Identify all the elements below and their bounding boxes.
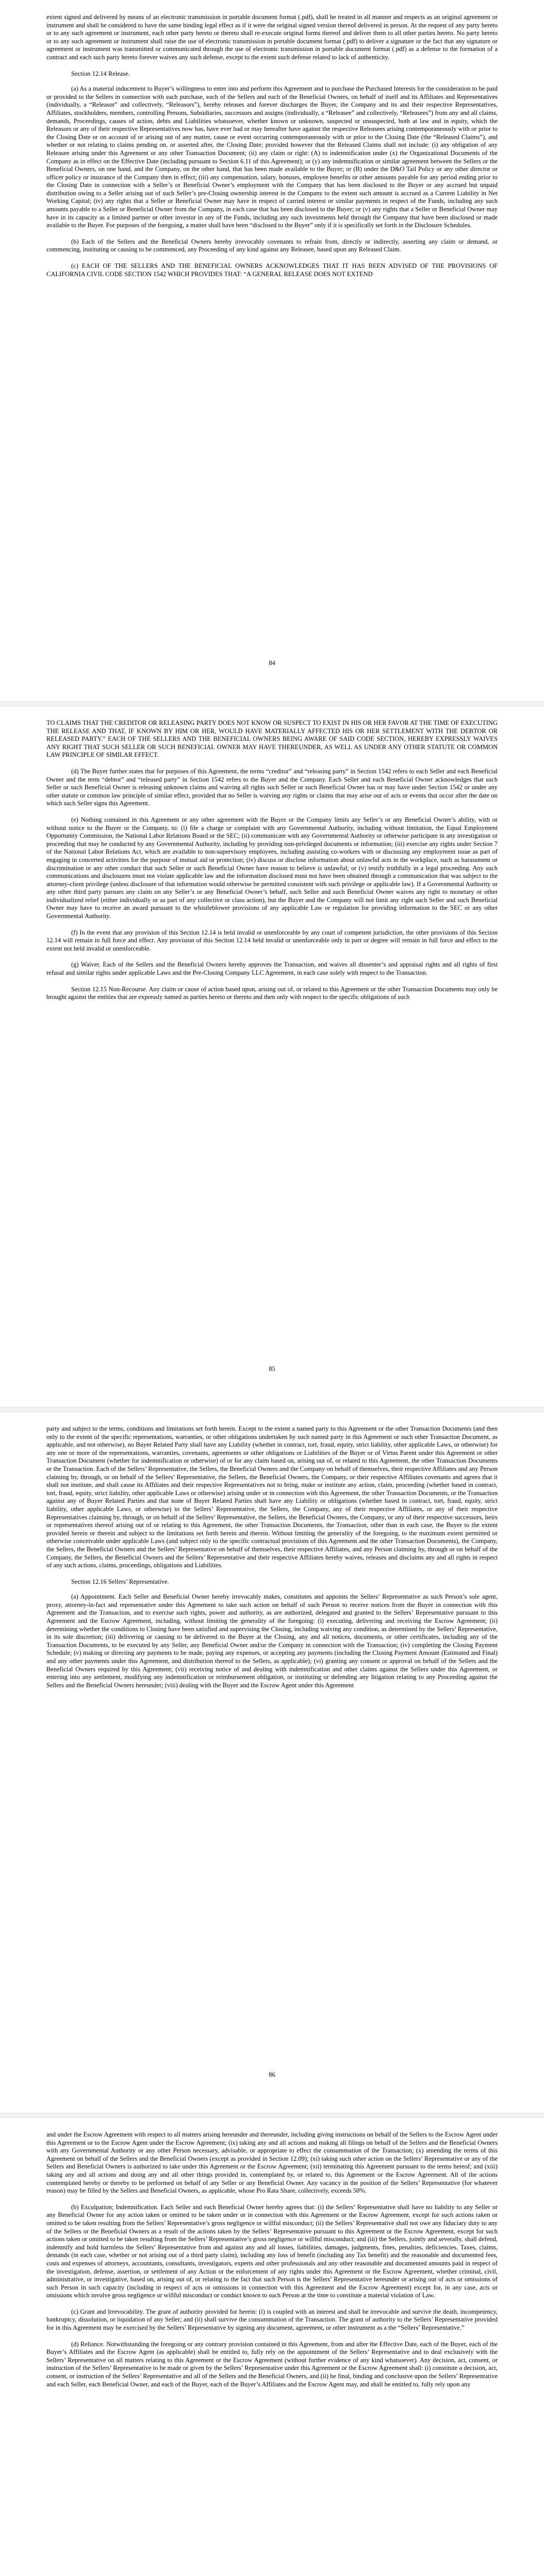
paragraph: party and subject to the terms, conditions and limitations set forth herein. Except to the extent a named party to this Agreement or the other Transaction Documents (and then only to the extent of the specific representations, warranties, or other obligations undertaken by such named party in this Agreement or such other Transaction Document, as applicable, and not otherwise), no Buyer Related Party shall have any Liability (whether in contract, tort, fraud, equity, strict liability, other applicable Laws, or otherwise) for any one or more of the representations, warranties, covenants, agreements or other obligations or Liabilities of the Buyer or of Virtus Parent under this Agreement or other Transaction Document (whether for indemnification or otherwise) of or for any claim based on, arising out of, or related to this Agreement, the other Transaction Documents or the Transaction. Each of the Sellers’ Representative, the Sellers, the Beneficial Owners and the Company on behalf of themselves, their respective Affiliates and any Person claiming by, through, or on behalf of the Sellers’ Representative, the Sellers, the Beneficial Owners, the Company, or their respective Affiliates covenants and agrees that it shall not institute, and shall cause its Affiliates and their respective Representatives not to bring, make or institute any action, claim, proceeding (whether based in contract, tort, fraud, equity, strict liability, other applicable Laws or otherwise) arising under or in connection with this Agreement, the other Transaction Documents, or the Transaction against any of Buyer Related Parties and that none of Buyer Related Parties shall have any Liability or obligations (whether based in contract, tort, fraud, equity, strict liability, other applicable Laws, or otherwise) to the Sellers’ Representative, the Sellers, the Company, any of their respective Affiliates, or any of their respective Representatives claiming by, through, or on behalf of the Sellers’ Representative, the Sellers, the Beneficial Owners, the Company, or any of their respective successors, heirs or representatives thereof arising out of or relating to this Agreement, the other Transaction Documents, the Transaction, other than in each case, the Buyer to the extent provided herein or therein and subject to the limitations set forth herein and therein. Without limiting the generality of the foregoing, to the maximum extent permitted or otherwise conceivable under applicable Laws (and subject only to the specific contractual provisions of this Agreement and the other Transaction Documents), the Company, the Sellers, the Beneficial Owners and the Sellers’ Representative on behalf of themselves, their respective Affiliates, and any Person claiming by, through or on behalf of the Company, the Sellers, the Beneficial Owners and the Sellers’ Representative and their respective Affiliates hereby waives, releases and disclaims any and all rights in respect of any such actions, claims, proceedings, obligations and Liabilities.	[46, 1425, 498, 1569]
paragraph: (b) Exculpation; Indemnification. Each Seller and each Beneficial Owner hereby agrees that: (i) the Sellers’ Representative shall have no liability to any Seller or any Beneficial Owner for any action taken or omitted to be taken under or in connection with this Agreement or the Escrow Agreement, except for such actions taken or omitted to be taken resulting from the Sellers’ Representative’s gross negligence or willful misconduct; (ii) the Sellers’ Representative shall not owe any fiduciary duty to any of the Sellers or the Beneficial Owners as a result of the actions taken by the Sellers’ Representative pursuant to this Agreement or the Escrow Agreement, except for such actions taken or omitted to be taken resulting from the Sellers’ Representative’s gross negligence or willful misconduct; and (iii) the Sellers, jointly and severally, shall defend, indemnify and hold harmless the Sellers’ Representative from and against any and all losses, liabilities, damages, judgments, fines, penalties, deficiencies, Taxes, claims, demands (in each case, whether or not arising out of a third party claim), including any loss of benefit (including any Tax benefit) and the reasonable and documented fees, costs and expenses of attorneys, accountants, consultants, investigators, experts and other professionals and any other reasonable and documented amounts paid in respect of the investigation, defense, assertion, or settlement of any Action or the enforcement of any rights under this Agreement or the Escrow Agreement, whether criminal, civil, administrative, or investigative, based on, arising out of, or relating to the fact that such Person is the Sellers’ Representative hereunder or arising out of acts or omissions of such Person in such capacity (including in respect of acts or omissions in connection with this Agreement and the Escrow Agreement) except for, in any case, acts or omissions which involve gross negligence or willful misconduct or conduct known to such Person at the time to constitute a material violation of Law.	[46, 2203, 498, 2299]
paragraph: (c) Grant and Irrevocability. The grant of authority provided for herein: (i) is coupled with an interest and shall be irrevocable and survive the death, incompetency, bankruptcy, dissolution, or liquidation of any Seller; and (ii) shall survive the consummation of the Transaction. The grant of authority to the Sellers’ Representative provided for in this Agreement may be exercised by the Sellers’ Representative by signing any document, agreement, or other instrument as a the “Sellers’ Representative.”	[46, 2308, 498, 2332]
page-86-body	[46, 1425, 498, 1698]
page-87-body	[46, 2131, 498, 2397]
paragraph: (b) Each of the Sellers and the Beneficial Owners hereby irrevocably covenants to refrain from, directly or indirectly, asserting any claim or demand, or commencing, instituting or causing to be commenced, any Proceeding of any kind against any Releasee, based upon any Released Claim.	[46, 238, 498, 253]
page-85	[0, 706, 544, 1409]
page-84	[0, 0, 544, 703]
section-paragraph: Section 12.15 Non-Recourse. Any claim or cause of action based upon, arising out of, or related to this Agreement or the other Transaction Documents may only be brought against the entities that are expressly named as parties hereto or thereto and then only with respect to the specific obligations of such	[46, 985, 498, 1001]
paragraph: extent signed and delivered by means of an electronic transmission in portable document format (.pdf), shall be treated in all manner and respects as an original agreement or instrument and shall be considered to have the same binding legal effect as if it were the original signed version thereof delivered in person. At the request of any party hereto or to any such agreement or instrument, each other party hereto or thereto shall re-execute original forms thereof and deliver them to all other parties hereto. No party hereto or to any such agreement or instrument shall raise the use of electronic transmission in portable document format (.pdf) to deliver a signature or the fact that any signature or agreement or instrument was transmitted or communicated through the use of electronic transmission in portable document format (.pdf) as a defense to the formation of a contract and each such party hereto forever waives any such defense, except to the extent such defense related to lack of authenticity.	[46, 13, 498, 61]
paragraph: (c) EACH OF THE SELLERS AND THE BENEFICIAL OWNERS ACKNOWLEDGES THAT IT HAS BEEN ADVISED OF THE PROVISIONS OF CALIFORNIA CIVIL CODE SECTION 1542 WHICH PROVIDES THAT: “A GENERAL RELEASE DOES NOT EXTEND	[46, 262, 498, 278]
paragraph: (e) Nothing contained in this Agreement or any other agreement with the Buyer or the Company limits any Seller’s or any Beneficial Owner’s ability, with or without notice to the Buyer or the Company, to: (i) file a charge or complaint with any Governmental Authority, including without limitation, the Equal Employment Opportunity Commission, the National Labor Relations Board or the SEC; (ii) communicate with any Governmental Authority or otherwise participate in any investigation or proceeding that may be conducted by any Governmental Authority, including by providing non-privileged documents or information; (iii) exercise any rights under Section 7 of the National Labor Relations Act, which are available to non-supervisory employees, including assisting co-workers with or discussing any employment issue as part of engaging in concerted activities for the purpose of mutual aid or protection; (iv) discuss or disclose information about unlawful acts in the workplace, such as harassment or discrimination or any other conduct that such Seller or such Beneficial Owner have reason to believe is unlawful; or (v) testify truthfully in a legal proceeding. Any such communications and disclosures must not violate applicable law and the information disclosed must not have been obtained through a communication that was subject to the attorney-client privilege (unless disclosure of that information would otherwise be permitted consistent with such privilege or applicable law). If a Governmental Authority or any other third party pursues any claim on any Seller’s or any Beneficial Owner’s behalf, such Seller and such Beneficial Owner waives any right to monetary or other individualized relief (either individually or as part of any collective or class action), but the Buyer and the Company will not limit any right such Seller and such Beneficial Owner may have to receive an award pursuant to the whistleblower provisions of any applicable Law or regulation for providing information to the SEC or any other Governmental Authority.	[46, 816, 498, 920]
paragraph: (d) Reliance. Notwithstanding the foregoing or any contrary provision contained in this Agreement, from and after the Effective Date, each of the Buyer, each of the Buyer’s Affiliates and the Escrow Agent (as applicable) shall be entitled to, fully rely on the appointment of the Sellers’ Representative and to deal exclusively with the Sellers’ Representative on all matters relating to this Agreement or the Escrow Agreement (without further evidence of any kind whatsoever). Any decision, act, consent, or instruction of the Sellers’ Representative to be made or given by the Sellers’ Representative under this Agreement or the Escrow Agreement shall: (i) constitute a decision, act, consent, or instruction of the Sellers’ Representative and all of the Sellers and the Beneficial Owners, and (ii) be final, binding and conclusive upon the Sellers’ Representative and each Seller, each Beneficial Owner, and each of the Buyer, each of the Buyer’s Affiliates and the Escrow Agent may, and shall be entitled to, fully rely upon any	[46, 2340, 498, 2388]
paragraph: (f) In the event that any provision of this Section 12.14 is held invalid or unenforceable by any court of competent jurisdiction, the other provisions of this Section 12.14 will remain in full force and effect. Any provision of this Section 12.14 held invalid or unenforceable only in part or degree will remain in full force and effect to the extent not held invalid or unenforceable.	[46, 928, 498, 952]
section-heading: Section 12.16 Sellers’ Representative.	[71, 1578, 169, 1585]
paragraph: and under the Escrow Agreement with respect to all matters arising hereunder and thereunder, including giving instructions on behalf of the Sellers to the Escrow Agent under this Agreement or to the Escrow Agent under the Escrow Agreement; (ix) taking any and all actions and making all filings on behalf of the Sellers and the Beneficial Owners with any Governmental Authority or any other Person necessary, advisable, or appropriate to effect the consummation of the Transaction; (x) amending the terms of this Agreement on behalf of the Sellers and the Beneficial Owners (except as provided in Section 12.09); (xi) taking such other action on the Sellers’ Representative or any of the Sellers and Beneficial Owners is authorized to take under this Agreement or the Escrow Agreement; (xii) terminating this Agreement pursuant to the terms hereof; and (xiii) taking any and all actions and doing any and all other things provided in, contemplated by, or related to, this Agreement or the Escrow Agreement. All of the actions contemplated hereby or thereby to be performed on behalf of any Seller or any Beneficial Owner. Any vacancy in the position of the Sellers’ Representative (for whatever reason) may be filled by the Sellers and Beneficial Owners, as applicable, whose Pro Rata Share, collectively, exceeds 50%.	[46, 2131, 498, 2195]
page-87	[0, 2117, 544, 2576]
page-86	[0, 1412, 544, 2115]
paragraph: (a) As a material inducement to Buyer’s willingness to enter into and perform this Agreement and to purchase the Purchased Interests for the consideration to be paid or provided to the Sellers in connection with such purchase, each of the Sellers and each of the Beneficial Owners, on behalf of itself and its Affiliates and Representatives (individually, a “Releasor” and collectively, “Releasors”), hereby releases and forever discharges the Buyer, the Company and its and their respective Representatives, Affiliates, stockholders, members, controlling Persons, Subsidiaries, successors and assigns (individually, a “Releasee” and collectively, “Releasees”) from any and all claims, demands, Proceedings, causes of action, debts and Liabilities whatsoever, whether known or unknown, suspected or unsuspected, both at law and in equity, which the Releasors or any of their respective Representatives now has, have ever had or may hereafter have against the respective Releasees arising contemporaneously with or prior to the Closing Date or on account of or arising out of any matter, cause or event occurring contemporaneously with or prior to the Closing Date (the “Released Claims”), and whether or not relating to claims pending on, or asserted after, the Closing Date; provided however that the Released Claims shall not include: (i) any obligation of any Releasee arising under this Agreement or any other Transaction Document; (ii) any claim or right: (A) to indemnification under (x) the Organizational Documents of the Company as in effect on the Effective Date (including pursuant to Section 6.11 of this Agreement); or (y) any indemnification or similar agreement between the Sellers or the Beneficial Owners, on one hand, and the Company, on the other hand, that has been made available to the Buyer; or (B) under the D&O Tail Policy or any other director or officer policy or insurance of the Company then in effect; (iii) any compensation, salary, bonuses, employee benefits or other amounts payable for any period ending prior to the Closing Date in connection with a Seller’s or Beneficial Owner’s employment with the Company that has been disclosed to the Buyer or any accrued but unpaid distribution owing to a Seller arising out of such Seller’s pre-Closing ownership interest in the Company to the extent such amount is accrued as a Current Liability in Net Working Capital; (iv) any rights that a Seller or Beneficial Owner may have in respect of carried interest or similar payments in respect of the Funds, including any such amounts payable to a Seller or Beneficial Owner from the Company, in each case that has been disclosed to the Buyer; or (v) any rights that a Seller or Beneficial Owner may have in its capacity as a limited partner or other investor in any of the Funds, including any such investments held through the Company that have been disclosed or made available to the Buyer. For purposes of the foregoing, a matter shall have been “disclosed to the Buyer” only if it is specifically set forth in the Disclosure Schedules.	[46, 85, 498, 229]
section-heading: Section 12.14 Release.	[71, 70, 130, 77]
page-84-body	[46, 13, 498, 286]
page-number: 85	[269, 1365, 275, 1372]
page-number: 86	[269, 2071, 275, 2078]
paragraph: (a) Appointment. Each Seller and Beneficial Owner hereby irrevocably makes, constitutes and appoints the Sellers’ Representative as such Person’s sole agent, proxy, attorney-in-fact and representative under this Agreement to take such action on behalf of such Person to receive notices from the Buyer in connection with this Agreement and the Transaction, and to exercise such rights, power and authority, as are authorized, delegated and granted to the Sellers’ Representative pursuant to this Agreement and the Escrow Agreement, including, without limiting the generality of the foregoing: (i) executing, delivering and receiving the Escrow Agreement; (ii) determining whether the conditions to Closing have been satisfied and supervising the Closing, including waiving any condition, as determined by the Sellers’ Representative, in its sole discretion; (iii) delivering or causing to be delivered to the Buyer at the Closing, any and all notices, documents, or other certificates, including any of the Transaction Documents, to be executed by any Seller, any Beneficial Owner and/or the Company in connection with the Transaction; (iv) completing the Closing Payment Schedule; (v) making or directing any payments to be made, paying any expenses, or accepting any payments (including the Closing Payment Amount (Estimated and Final) and any other payments under this Agreement, and distribution thereof to the Sellers, as applicable); (vi) granting any consent or approval on behalf of the Sellers and the Beneficial Owners required by this Agreement; (vii) receiving notice of and dealing with indemnification and other claims against the Sellers under this Agreement, or entering into any settlement, modifying any indemnification or reimbursement obligation, or instituting or defending any litigation relating to any Proceeding against the Sellers and the Beneficial Owners hereunder; (viii) dealing with the Buyer and the Escrow Agent under this Agreement	[46, 1593, 498, 1689]
paragraph: (d) The Buyer further states that for purposes of this Agreement, the terms “creditor” and “releasing party” in Section 1542 refers to each Seller and each Beneficial Owner and the term “debtor” and “released party” in Section 1542 refers to the Buyer and the Company. Each Seller and each Beneficial Owner acknowledges that such Seller or such Beneficial Owner is releasing unknown claims and waiving all rights such Seller or such Beneficial Owner has or may have under Section 1542 or under any other statute or common law principle of similar effect, provided that no Seller is waiving any rights or claims that may arise out of acts or events that occur after the date on which such Seller signs this Agreement.	[46, 767, 498, 807]
page-number: 84	[269, 659, 275, 667]
paragraph: TO CLAIMS THAT THE CREDITOR OR RELEASING PARTY DOES NOT KNOW OR SUSPECT TO EXIST IN HIS OR HER FAVOR AT THE TIME OF EXECUTING THE RELEASE AND THAT, IF KNOWN BY HIM OR HER, WOULD HAVE MATERIALLY AFFECTED HIS OR HER SETTLEMENT WITH THE DEBTOR OR RELEASED PARTY.” EACH OF THE SELLERS AND THE BENEFICIAL OWNERS BEING AWARE OF SAID CODE SECTION, HEREBY EXPRESSLY WAIVES ANY RIGHT THAT SUCH SELLER OR SUCH BENEFICIAL OWNER MAY HAVE THEREUNDER, AS WELL AS UNDER ANY OTHER STATUTE OR COMMON LAW PRINCIPLE OF SIMILAR EFFECT.	[46, 719, 498, 759]
page-85-body	[46, 719, 498, 1009]
paragraph: (g) Waiver. Each of the Sellers and the Beneficial Owners hereby approves the Transaction, and waives all dissenter’s and appraisal rights and all rights of first refusal and similar rights under applicable Laws and the Pre-Closing Company LLC Agreement, in each case solely with respect to the Transaction.	[46, 961, 498, 977]
